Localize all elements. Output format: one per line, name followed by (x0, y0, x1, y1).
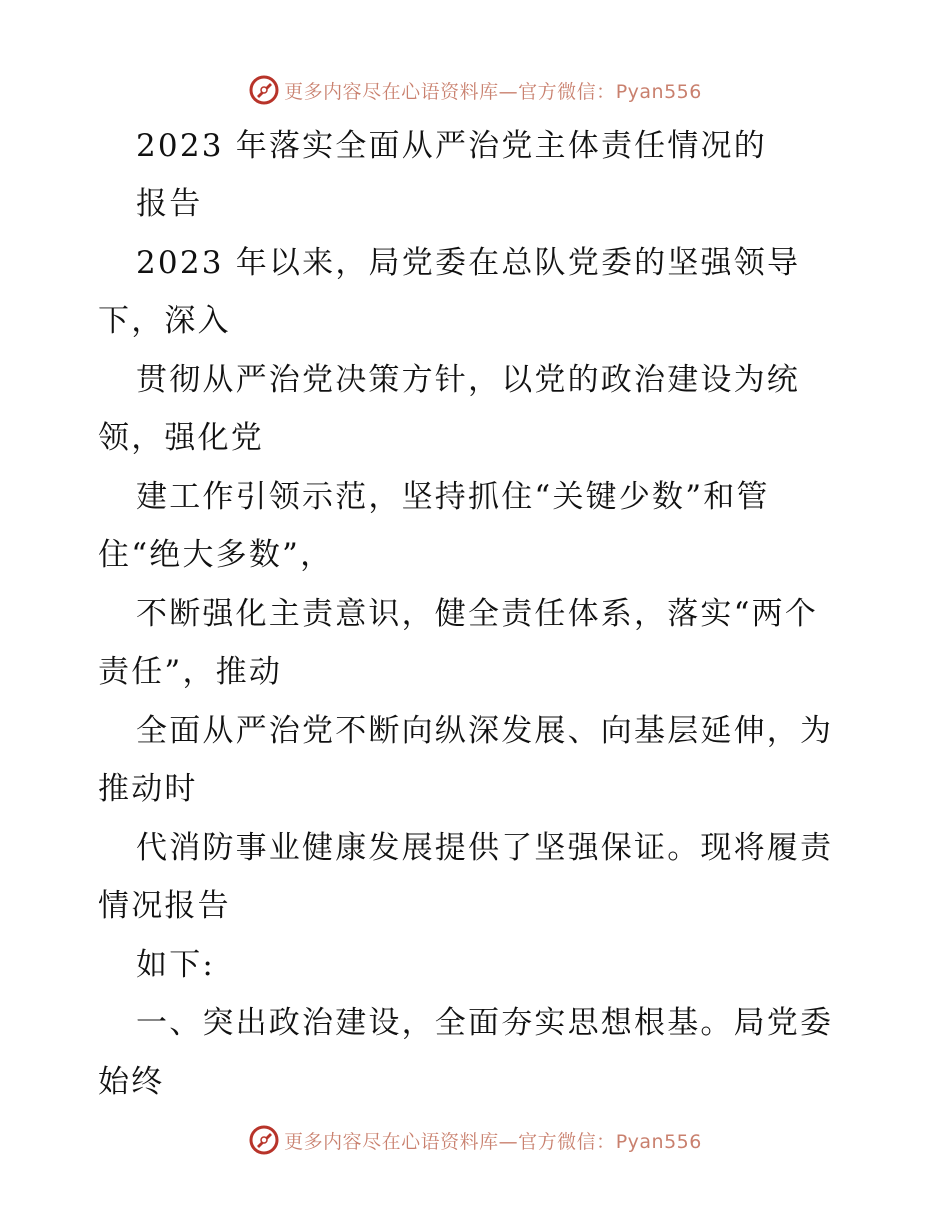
paragraph-line: 代消防事业健康发展提供了坚强保证。现将履责 (136, 830, 834, 866)
watermark-account: Pyan556 (615, 1130, 702, 1153)
paragraph-line: 领，强化党 (98, 420, 264, 456)
watermark-separator: — (498, 80, 519, 103)
watermark-separator: — (498, 1130, 519, 1153)
watermark-banner-bottom (0, 1120, 950, 1160)
watermark-main: 更多内容尽在心语资料库 (284, 1130, 499, 1153)
paragraph-line: 2023 年以来，局党委在总队党委的坚强领导 (136, 245, 801, 281)
watermark-account: Pyan556 (615, 80, 702, 103)
paragraph-line: 责任”，推动 (98, 654, 283, 690)
paragraph-line: 下，深入 (98, 303, 231, 339)
paragraph-line: 全面从严治党不断向纵深发展、向基层延伸，为 (136, 713, 834, 749)
paragraph-line: 情况报告 (98, 888, 231, 924)
paragraph-line: 推动时 (98, 771, 198, 807)
watermark-label: 官方微信： (518, 1130, 616, 1153)
title-line-1: 2023 年落实全面从严治党主体责任情况的 (136, 128, 767, 164)
paragraph-line: 不断强化主责意识，健全责任体系，落实“两个 (136, 596, 819, 632)
watermark-label: 官方微信： (518, 80, 616, 103)
watermark-main: 更多内容尽在心语资料库 (284, 80, 499, 103)
paragraph-line: 住“绝大多数”， (98, 537, 334, 573)
quill-logo-icon (248, 1124, 280, 1156)
section-heading-line: 一、突出政治建设，全面夯实思想根基。局党委 (136, 1005, 834, 1041)
paragraph-line: 如下: (136, 947, 216, 983)
title-line-2: 报告 (136, 186, 203, 222)
paragraph-line: 贯彻从严治党决策方针，以党的政治建设为统 (136, 362, 800, 398)
watermark-text (284, 1127, 702, 1154)
paragraph-line: 建工作引领示范，坚持抓住“关键少数”和管 (136, 479, 770, 515)
paragraph-line: 始终 (98, 1064, 165, 1100)
